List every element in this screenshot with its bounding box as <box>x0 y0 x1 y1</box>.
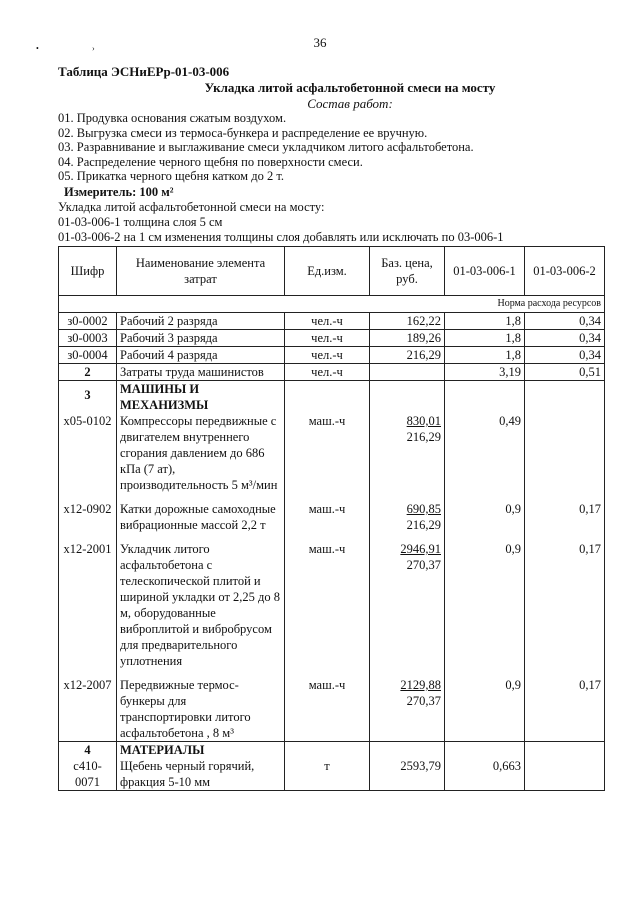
cell-v2: 0,34 <box>525 313 605 330</box>
norm-label: Норма расхода ресурсов <box>59 296 605 313</box>
table-row <box>59 313 605 330</box>
cell-code: з0-0004 <box>59 347 117 364</box>
norm-row <box>59 296 605 313</box>
work-item: 05. Прикатка черного щебня катком до 2 т. <box>58 169 284 183</box>
cell-price: 189,26 <box>370 330 445 347</box>
cell-v1: 1,8 <box>445 347 525 364</box>
header-col1: 01-03-006-1 <box>445 247 525 296</box>
cell-v2: 0,17 <box>525 677 605 742</box>
table-subtitle: Укладка литой асфальтобетонной смеси на мосту <box>204 80 496 95</box>
work-item: 01. Продувка основания сжатым воздухом. <box>58 111 287 125</box>
work-item: 04. Распределение черного щебня по поверхности смеси. <box>58 155 363 169</box>
cell-price: 690,85 216,29 <box>370 501 445 541</box>
section-number: 3 <box>59 381 117 414</box>
cell-code: х12-0902 <box>59 501 117 541</box>
cell-v2 <box>525 413 605 501</box>
header-unit: Ед.изм. <box>285 247 370 296</box>
cell-v1: 1,8 <box>445 330 525 347</box>
cell-v2: 0,51 <box>525 364 605 381</box>
cell-name: Рабочий 4 разряда <box>117 347 285 364</box>
cell-code: х12-2007 <box>59 677 117 742</box>
cell-unit: т <box>285 758 370 791</box>
cell-unit: маш.-ч <box>285 541 370 677</box>
section-header-row <box>59 381 605 414</box>
section-title: МАШИНЫ И МЕХАНИЗМЫ <box>117 381 285 414</box>
table-row <box>59 413 605 501</box>
cell-unit: маш.-ч <box>285 501 370 541</box>
stray-mark: › <box>92 44 95 53</box>
section-number: 4 <box>59 742 117 759</box>
header-price: Баз. цена, руб. <box>370 247 445 296</box>
cell-code: 2 <box>59 364 117 381</box>
cell-code: х12-2001 <box>59 541 117 677</box>
cell-price <box>370 364 445 381</box>
cell-code: х05-0102 <box>59 413 117 501</box>
table-row <box>59 364 605 381</box>
work-composition-heading: Состав работ: <box>307 96 393 111</box>
cell-unit: чел.-ч <box>285 364 370 381</box>
cell-v1: 0,9 <box>445 501 525 541</box>
cell-price: 2593,79 <box>370 758 445 791</box>
header-code: Шифр <box>59 247 117 296</box>
cell-v2: 0,17 <box>525 501 605 541</box>
cell-name: Катки дорожные самоходные вибрационные массой 2,2 т <box>117 501 285 541</box>
table-row <box>59 758 605 791</box>
cell-name: Передвижные термос-бункеры для транспортировки литого асфальтобетона , 8 м³ <box>117 677 285 742</box>
description-line: 01-03-006-2 на 1 см изменения толщины слоя добавлять или исключать по 03-006-1 <box>58 230 504 244</box>
table-header-row <box>59 247 605 296</box>
cell-name: Затраты труда машинистов <box>117 364 285 381</box>
measurement-unit: Измеритель: 100 м² <box>64 185 174 199</box>
cell-price: 216,29 <box>370 347 445 364</box>
cell-v2 <box>525 758 605 791</box>
cell-v1: 0,9 <box>445 677 525 742</box>
cell-v1: 0,49 <box>445 413 525 501</box>
cell-v1: 0,9 <box>445 541 525 677</box>
resource-table <box>58 246 605 791</box>
cell-v1: 1,8 <box>445 313 525 330</box>
description-line: Укладка литой асфальтобетонной смеси на мосту: <box>58 200 325 214</box>
cell-v2: 0,34 <box>525 330 605 347</box>
cell-unit: маш.-ч <box>285 677 370 742</box>
cell-unit: чел.-ч <box>285 347 370 364</box>
header-name: Наименование элемента затрат <box>117 247 285 296</box>
cell-v1: 0,663 <box>445 758 525 791</box>
table-row <box>59 501 605 541</box>
section-header-row <box>59 742 605 759</box>
table-row <box>59 541 605 677</box>
cell-v2: 0,34 <box>525 347 605 364</box>
cell-name: Щебень черный горячий, фракция 5-10 мм <box>117 758 285 791</box>
table-title: Таблица ЭСНиЕРр-01-03-006 <box>58 64 230 79</box>
table-row <box>59 347 605 364</box>
header-col2: 01-03-006-2 <box>525 247 605 296</box>
cell-price: 2946,91 270,37 <box>370 541 445 677</box>
description-line: 01-03-006-1 толщина слоя 5 см <box>58 215 223 229</box>
cell-name: Укладчик литого асфальтобетона с телескопической плитой и шириной укладки от 2,25 до 8 м, оборудованные виброплитой и вибробрусом для предварительного уплотнения <box>117 541 285 677</box>
cell-code: с410-0071 <box>59 758 117 791</box>
cell-v2: 0,17 <box>525 541 605 677</box>
work-item: 03. Разравнивание и выглаживание смеси укладчиком литого асфальтобетона. <box>58 140 474 154</box>
cell-code: з0-0003 <box>59 330 117 347</box>
table-row <box>59 330 605 347</box>
stray-mark: • <box>36 44 39 53</box>
cell-code: з0-0002 <box>59 313 117 330</box>
cell-price: 830,01 216,29 <box>370 413 445 501</box>
cell-unit: чел.-ч <box>285 330 370 347</box>
cell-name: Рабочий 2 разряда <box>117 313 285 330</box>
cell-name: Компрессоры передвижные с двигателем внутреннего сгорания давлением до 686 кПа (7 ат), производительность 5 м³/мин <box>117 413 285 501</box>
page-number: 36 <box>313 35 327 50</box>
cell-unit: маш.-ч <box>285 413 370 501</box>
table-row <box>59 677 605 742</box>
work-item: 02. Выгрузка смеси из термоса-бункера и распределение ее вручную. <box>58 126 428 140</box>
cell-name: Рабочий 3 разряда <box>117 330 285 347</box>
cell-v1: 3,19 <box>445 364 525 381</box>
cell-unit: чел.-ч <box>285 313 370 330</box>
section-title: МАТЕРИАЛЫ <box>117 742 285 759</box>
cell-price: 162,22 <box>370 313 445 330</box>
cell-price: 2129,88 270,37 <box>370 677 445 742</box>
